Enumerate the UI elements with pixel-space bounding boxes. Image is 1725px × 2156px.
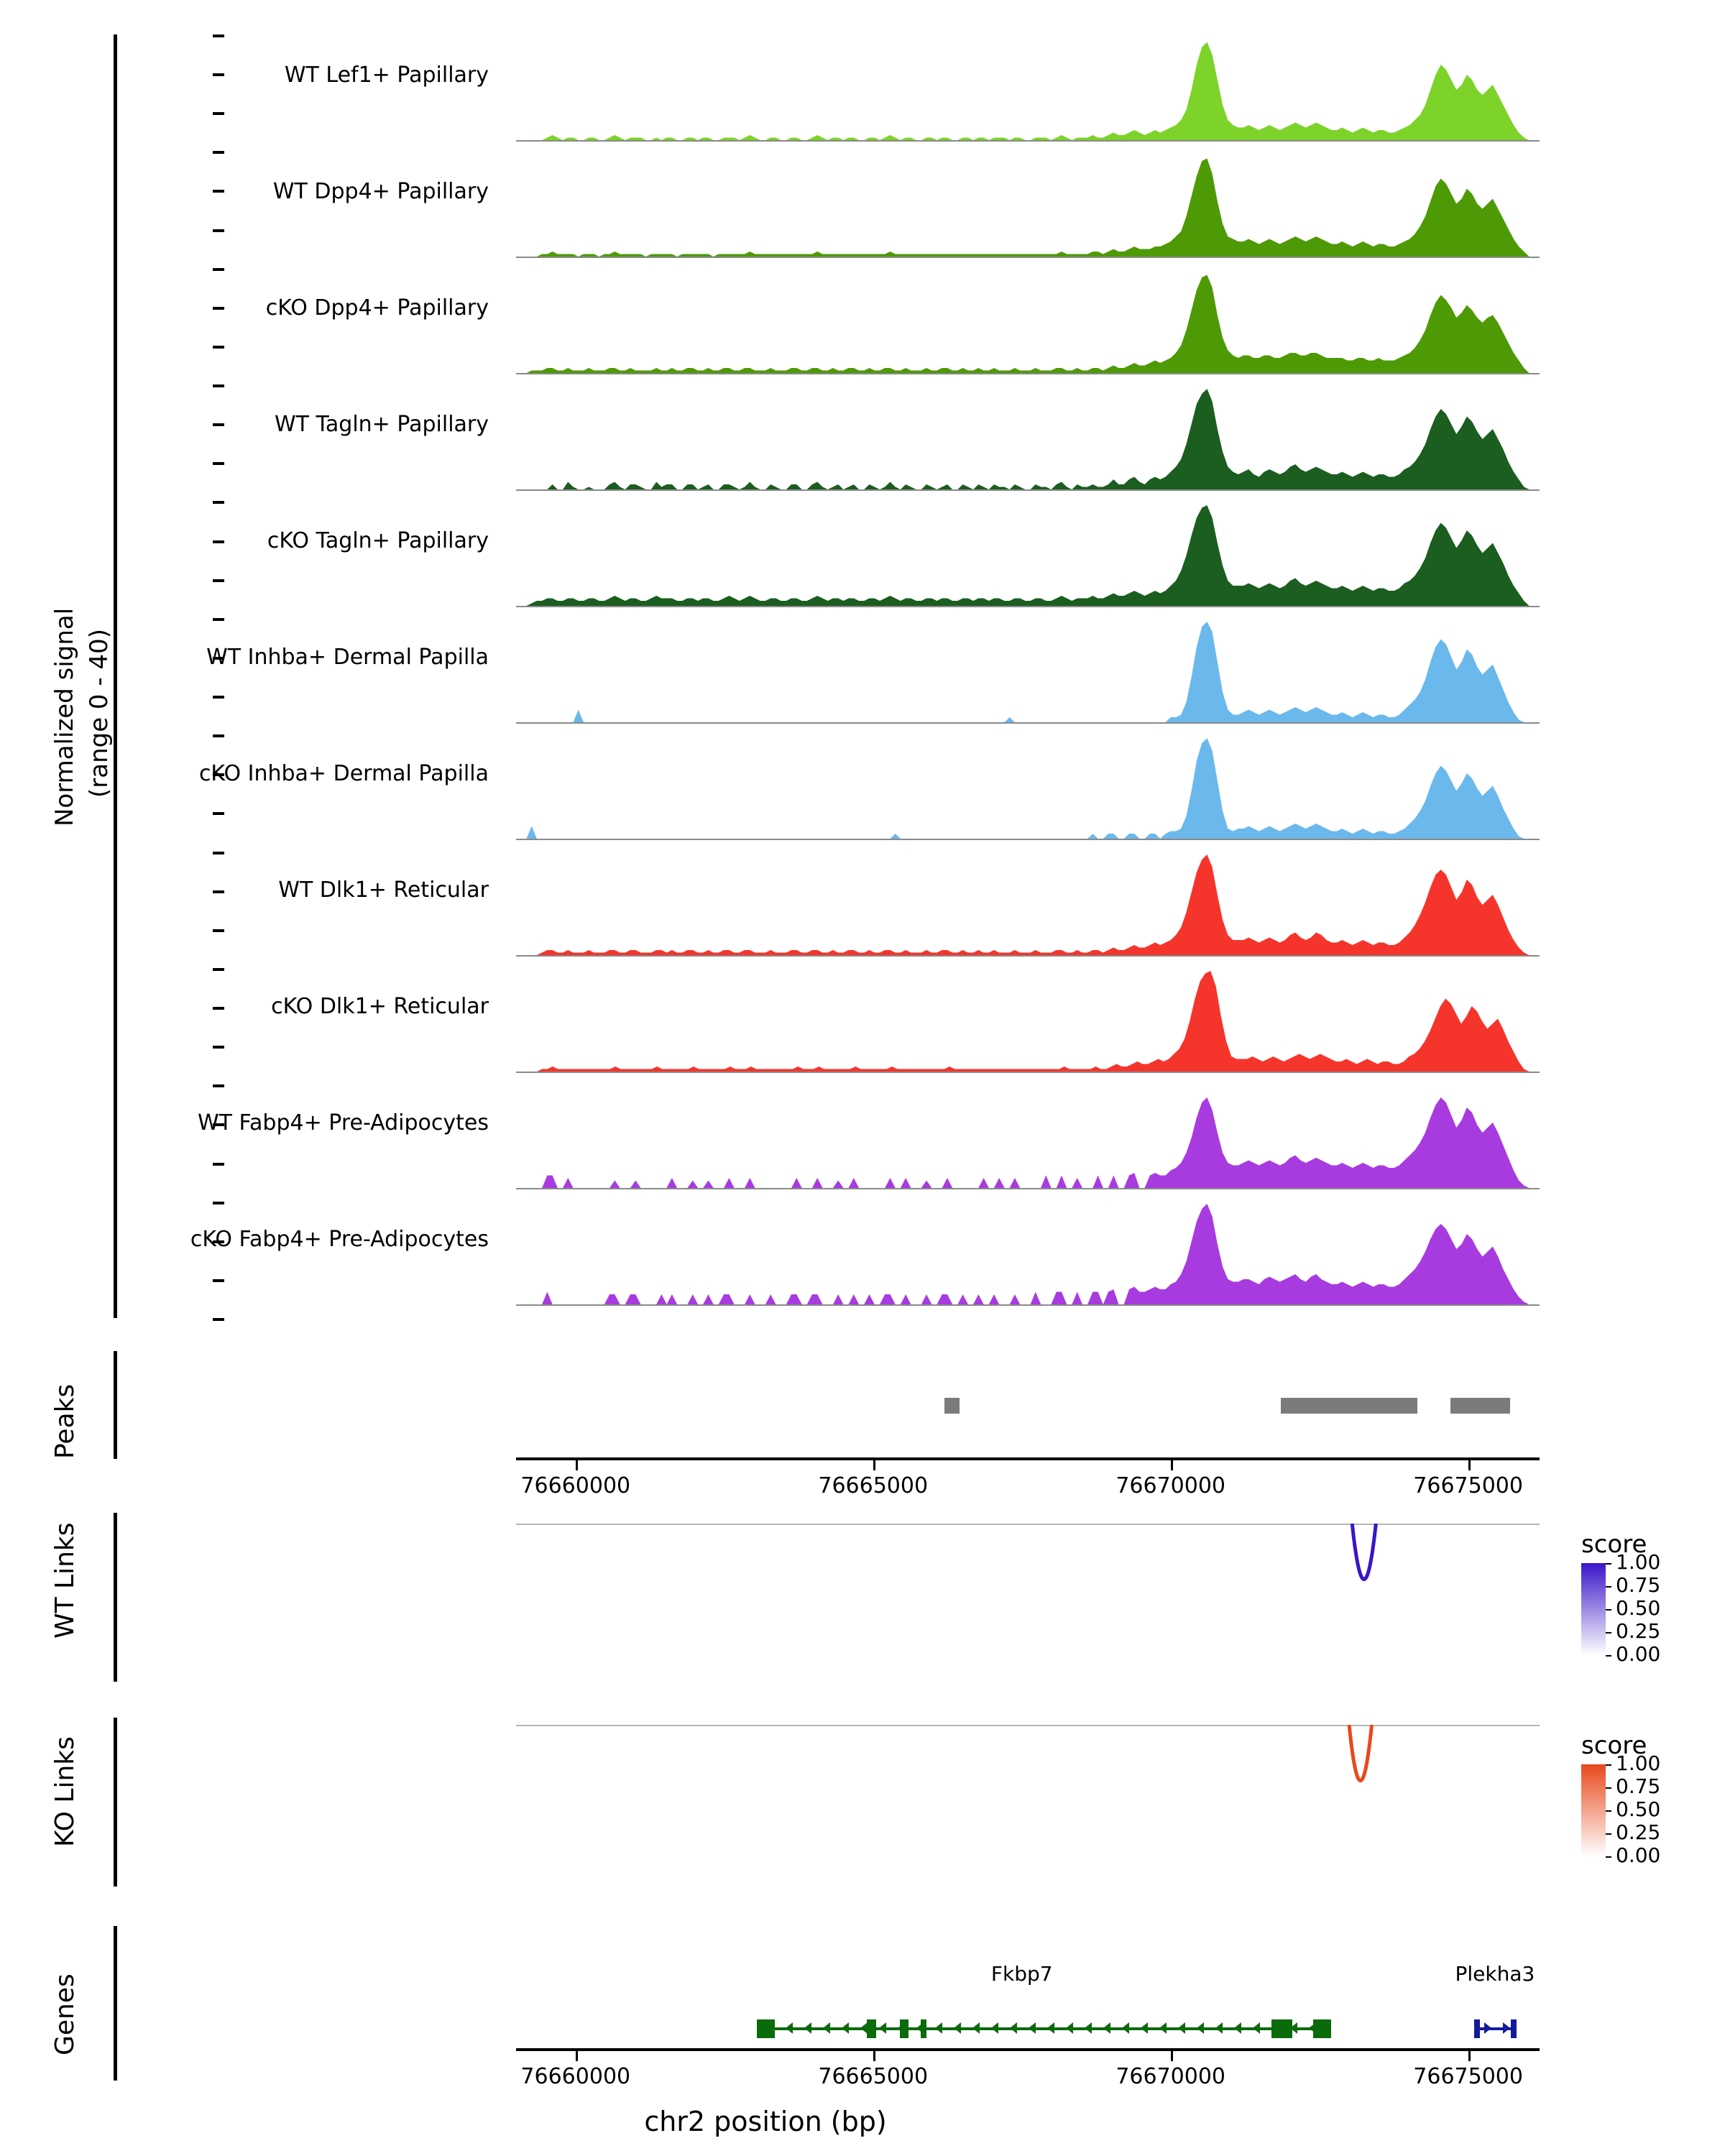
track-signal-4 <box>516 505 1540 606</box>
track-signal-2 <box>516 272 1540 373</box>
genes-axis <box>114 1926 117 2081</box>
coverage-axis-tick <box>213 852 224 854</box>
coverage-axis-tick <box>213 268 224 271</box>
gene-exon <box>1313 2019 1331 2038</box>
coverage-axis-tick <box>213 1279 224 1282</box>
ko-links-section-label: KO Links <box>50 1736 80 1847</box>
legend-tick-label: 0.75 <box>1616 1573 1661 1597</box>
track-label-1: WT Dpp4+ Papillary <box>272 179 489 204</box>
track-signal-7 <box>516 854 1540 955</box>
coverage-axis-tick <box>213 1318 224 1321</box>
coverage-axis-tick <box>213 151 224 154</box>
strand-arrow-icon <box>1122 2022 1129 2034</box>
peaks-section-label: Peaks <box>50 1383 80 1459</box>
strand-arrow-icon <box>1503 2022 1510 2034</box>
strand-arrow-icon <box>1047 2022 1054 2034</box>
strand-arrow-icon <box>935 2022 942 2034</box>
track-baseline-1 <box>516 257 1540 258</box>
track-label-6: cKO Inhba+ Dermal Papilla <box>198 761 489 786</box>
track-baseline-2 <box>516 373 1540 374</box>
track-label-3: WT Tagln+ Papillary <box>275 412 489 437</box>
coverage-axis-tick <box>213 34 224 37</box>
peak-region <box>944 1398 960 1414</box>
track-signal-9 <box>516 1087 1540 1188</box>
coverage-axis-tick <box>213 579 224 582</box>
strand-arrow-icon <box>804 2022 811 2034</box>
legend-colorbar <box>1581 1563 1606 1655</box>
axis-tick <box>1468 1460 1471 1470</box>
strand-arrow-icon <box>972 2022 980 2034</box>
legend-tick-label: 0.50 <box>1616 1596 1661 1620</box>
legend-tick <box>1606 1586 1611 1588</box>
legend-tick <box>1606 1833 1611 1835</box>
axis-tick <box>873 2051 875 2061</box>
strand-arrow-icon <box>1085 2022 1092 2034</box>
legend-title: score <box>1581 1731 1647 1760</box>
coverage-axis <box>114 34 117 1318</box>
y-axis-title-line1: Normalized signal <box>50 607 79 826</box>
coverage-axis-tick <box>213 462 224 465</box>
axis-tick <box>576 1460 578 1470</box>
legend-tick <box>1606 1810 1611 1812</box>
track-baseline-0 <box>516 140 1540 142</box>
strand-arrow-icon <box>1215 2022 1223 2034</box>
axis-tick <box>1468 2051 1471 2061</box>
legend-tick <box>1606 1609 1611 1611</box>
strand-arrow-icon <box>786 2022 793 2034</box>
axis-tick-label: 76660000 <box>520 2064 631 2089</box>
axis-tick <box>576 2051 578 2061</box>
axis-tick-label: 76665000 <box>818 2064 929 2089</box>
strand-arrow-icon <box>1010 2022 1017 2034</box>
axis-tick-label: 76660000 <box>520 1473 631 1498</box>
genes-section-label: Genes <box>50 1973 80 2055</box>
strand-arrow-icon <box>954 2022 961 2034</box>
legend-tick <box>1606 1856 1611 1858</box>
wt-links-axis <box>114 1513 117 1682</box>
gene-exon <box>1271 2019 1292 2038</box>
track-baseline-7 <box>516 955 1540 957</box>
peak-region <box>1450 1398 1510 1414</box>
strand-arrow-icon <box>1197 2022 1204 2034</box>
track-baseline-9 <box>516 1188 1540 1189</box>
track-label-8: cKO Dlk1+ Reticular <box>271 994 489 1019</box>
axis-tick <box>1171 1460 1173 1470</box>
coverage-axis-tick <box>213 1084 224 1087</box>
track-signal-10 <box>516 1204 1540 1304</box>
axis-line <box>516 1457 1540 1460</box>
track-label-9: WT Fabp4+ Pre-Adipocytes <box>198 1110 489 1135</box>
gene-exon <box>757 2019 775 2038</box>
gene-exon <box>921 2019 926 2038</box>
ko-links-axis <box>114 1718 117 1886</box>
legend-tick-label: 1.00 <box>1616 1751 1661 1775</box>
strand-arrow-icon <box>823 2022 830 2034</box>
track-signal-6 <box>516 738 1540 839</box>
coverage-axis-tick <box>213 812 224 815</box>
axis-tick-label: 76670000 <box>1116 2064 1226 2089</box>
coverage-axis-tick <box>213 1163 224 1166</box>
axis-tick <box>1171 2051 1173 2061</box>
gene-exon <box>1474 2019 1480 2038</box>
coverage-axis-tick <box>213 1202 224 1204</box>
strand-arrow-icon <box>842 2022 849 2034</box>
track-baseline-3 <box>516 489 1540 491</box>
legend-tick-label: 0.25 <box>1616 1619 1661 1643</box>
track-label-10: cKO Fabp4+ Pre-Adipocytes <box>190 1227 489 1252</box>
coverage-axis-tick <box>213 112 224 115</box>
legend-colorbar <box>1581 1764 1606 1856</box>
track-baseline-5 <box>516 722 1540 724</box>
link-arc <box>516 1725 1540 1807</box>
axis-tick-label: 76665000 <box>818 1473 929 1498</box>
link-arc <box>516 1524 1540 1606</box>
legend-title: score <box>1581 1530 1647 1559</box>
axis-tick-label: 76670000 <box>1116 1473 1226 1498</box>
track-label-4: cKO Tagln+ Papillary <box>267 528 489 553</box>
coverage-axis-tick <box>213 929 224 932</box>
track-baseline-10 <box>516 1304 1540 1306</box>
coverage-axis-tick <box>213 384 224 387</box>
track-label-0: WT Lef1+ Papillary <box>284 63 489 88</box>
strand-arrow-icon <box>1234 2022 1241 2034</box>
gene-exon <box>1511 2019 1517 2038</box>
track-signal-0 <box>516 40 1540 140</box>
wt-links-section-label: WT Links <box>50 1522 80 1639</box>
track-baseline-8 <box>516 1072 1540 1073</box>
legend-tick-label: 0.25 <box>1616 1820 1661 1844</box>
gene-exon <box>867 2019 875 2038</box>
y-axis-title-line2: (range 0 - 40) <box>85 629 114 798</box>
legend-tick <box>1606 1632 1611 1634</box>
strand-arrow-icon <box>991 2022 998 2034</box>
track-baseline-6 <box>516 839 1540 840</box>
strand-arrow-icon <box>1141 2022 1148 2034</box>
peak-region <box>1281 1398 1417 1414</box>
strand-arrow-icon <box>1178 2022 1185 2034</box>
coverage-axis-tick <box>213 229 224 232</box>
gene-label: Fkbp7 <box>990 1962 1053 1986</box>
peaks-axis <box>114 1351 117 1459</box>
x-axis-title: chr2 position (bp) <box>644 2106 887 2137</box>
axis-line <box>516 2048 1540 2051</box>
coverage-axis-tick <box>213 968 224 971</box>
strand-arrow-icon <box>1159 2022 1167 2034</box>
gene-exon <box>900 2019 908 2038</box>
coverage-axis-tick <box>213 346 224 349</box>
strand-arrow-icon <box>1103 2022 1110 2034</box>
legend-tick <box>1606 1787 1611 1789</box>
legend-tick <box>1606 1764 1611 1766</box>
strand-arrow-icon <box>1484 2022 1491 2034</box>
coverage-axis-tick <box>213 618 224 621</box>
track-signal-8 <box>516 971 1540 1072</box>
track-baseline-4 <box>516 606 1540 607</box>
legend-tick-label: 0.75 <box>1616 1774 1661 1798</box>
axis-tick <box>873 1460 875 1470</box>
strand-arrow-icon <box>1066 2022 1073 2034</box>
strand-arrow-icon <box>879 2022 886 2034</box>
legend-tick-label: 0.00 <box>1616 1642 1661 1666</box>
legend-tick-label: 0.50 <box>1616 1797 1661 1821</box>
coverage-axis-tick <box>213 696 224 699</box>
track-label-5: WT Inhba+ Dermal Papilla <box>206 645 489 670</box>
axis-tick-label: 76675000 <box>1413 1473 1523 1498</box>
strand-arrow-icon <box>1029 2022 1036 2034</box>
coverage-axis-tick <box>213 1046 224 1049</box>
axis-tick-label: 76675000 <box>1413 2064 1523 2089</box>
legend-tick-label: 0.00 <box>1616 1843 1661 1867</box>
track-label-2: cKO Dpp4+ Papillary <box>265 295 489 321</box>
track-signal-5 <box>516 622 1540 722</box>
strand-arrow-icon <box>1253 2022 1260 2034</box>
legend-tick-label: 1.00 <box>1616 1550 1661 1574</box>
coverage-axis-tick <box>213 501 224 504</box>
legend-tick <box>1606 1563 1611 1565</box>
legend-tick <box>1606 1655 1611 1657</box>
coverage-axis-tick <box>213 734 224 737</box>
track-signal-3 <box>516 389 1540 489</box>
track-label-7: WT Dlk1+ Reticular <box>278 877 489 903</box>
track-signal-1 <box>516 156 1540 257</box>
gene-label: Plekha3 <box>1455 1962 1535 1986</box>
